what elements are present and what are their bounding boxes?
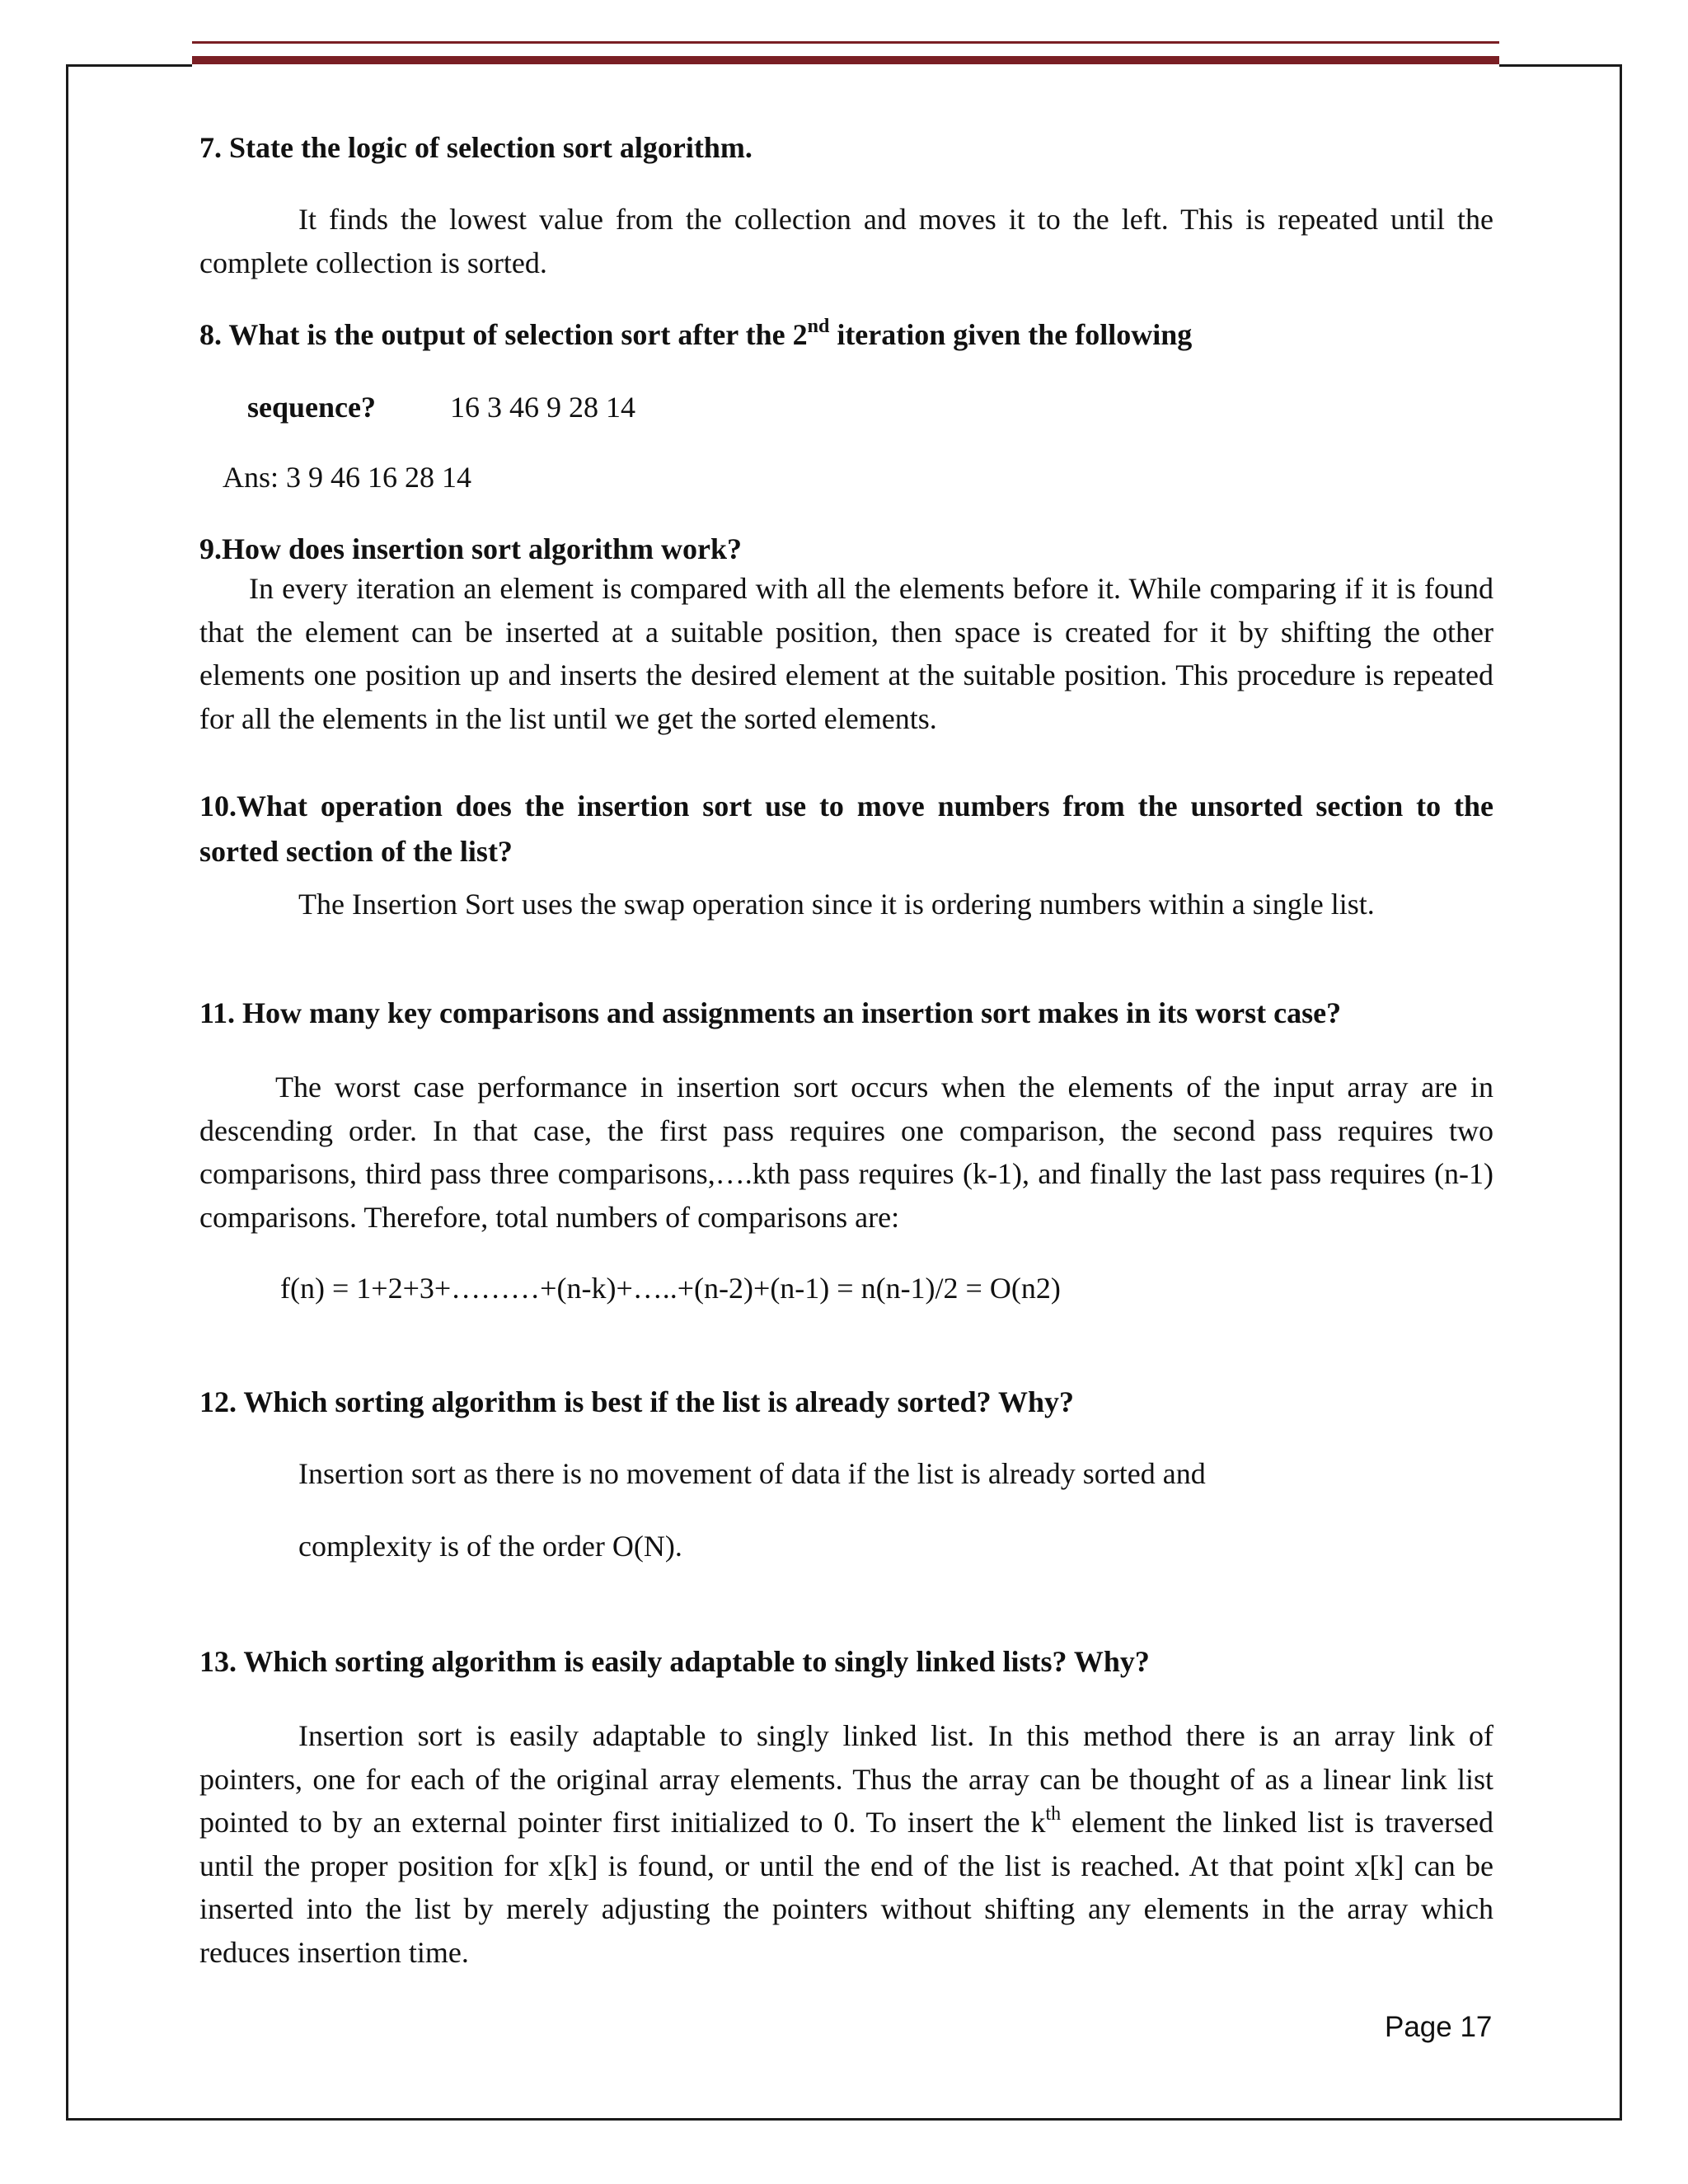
question-10-title: 10.What operation does the insertion sort use to move numbers from the unsorted section to the sorted section of the list? [199, 790, 1493, 868]
question-9-title: 9.How does insertion sort algorithm work? [199, 532, 742, 565]
page-border-top-left [66, 64, 192, 67]
question-13-answer-post: element the linked list is traversed until the proper position for x[k] is found, or until the end of the list is reached. At that point x[k] can be inserted into the list by merely adjusting the pointers without shifting any elements in the array which reduces insertion time. [199, 1806, 1493, 1969]
question-8-sequence-value: 16 3 46 9 28 14 [450, 391, 635, 424]
page-border-top-right [1499, 64, 1622, 67]
question-7-answer: It finds the lowest value from the collection and moves it to the left. This is repeated until the complete collection is sorted. [199, 203, 1493, 279]
question-8-answer: Ans: 3 9 46 16 28 14 [223, 461, 472, 494]
question-13-answer-pre: Insertion sort is easily adaptable to singly linked list. In this method there is an array link of pointers, one for each of the original array elements. Thus the array can be thought of as a linear link list pointed to by an external pointer first initialized to 0. To insert the k [199, 1719, 1493, 1839]
question-8-title-post: iteration given the following [829, 318, 1193, 351]
question-9-answer: In every iteration an element is compared with all the elements before it. While comparing if it is found that the element can be inserted at a suitable position, then space is created for it by shifting the other elements one position up and inserts the desired element at the suitable position. This procedure is repeated for all the elements in the list until we get the sorted elements. [199, 572, 1493, 735]
question-13-title: 13. Which sorting algorithm is easily adaptable to singly linked lists? Why? [199, 1645, 1150, 1678]
question-12-title: 12. Which sorting algorithm is best if the list is already sorted? Why? [199, 1385, 1075, 1418]
header-rule-thick [192, 56, 1499, 64]
page-number: Page 17 [1385, 2011, 1493, 2043]
question-12-answer-line-2: complexity is of the order O(N). [298, 1530, 682, 1563]
question-11-answer: The worst case performance in insertion sort occurs when the elements of the input array are in descending order. In that case, the first pass requires one comparison, the second pass requires two comparisons, third pass three comparisons,….kth pass requires (k-1), and finally the last pass requires (n-1) comparisons. Therefore, total numbers of comparisons are: [199, 1071, 1493, 1234]
question-8-title [199, 317, 1192, 352]
question-8-sequence-label: sequence? [247, 391, 376, 424]
question-11-formula: f(n) = 1+2+3+………+(n-k)+…..+(n-2)+(n-1) = n(n-1)/2 = O(n2) [280, 1272, 1061, 1305]
question-7-title: 7. State the logic of selection sort algorithm. [199, 131, 753, 164]
question-10-answer: The Insertion Sort uses the swap operation since it is ordering numbers within a single list. [298, 888, 1375, 921]
question-13-answer [199, 1714, 1493, 1974]
question-8-title-sup: nd [807, 316, 830, 337]
question-13-answer-sup: th [1045, 1803, 1062, 1825]
question-11-title: 11. How many key comparisons and assignments an insertion sort makes in its worst case? [199, 996, 1342, 1029]
question-12-answer-line-1: Insertion sort as there is no movement of data if the list is already sorted and [298, 1457, 1206, 1490]
question-8-title-pre: 8. What is the output of selection sort after the 2 [199, 318, 808, 351]
header-rule-thin [192, 41, 1499, 44]
